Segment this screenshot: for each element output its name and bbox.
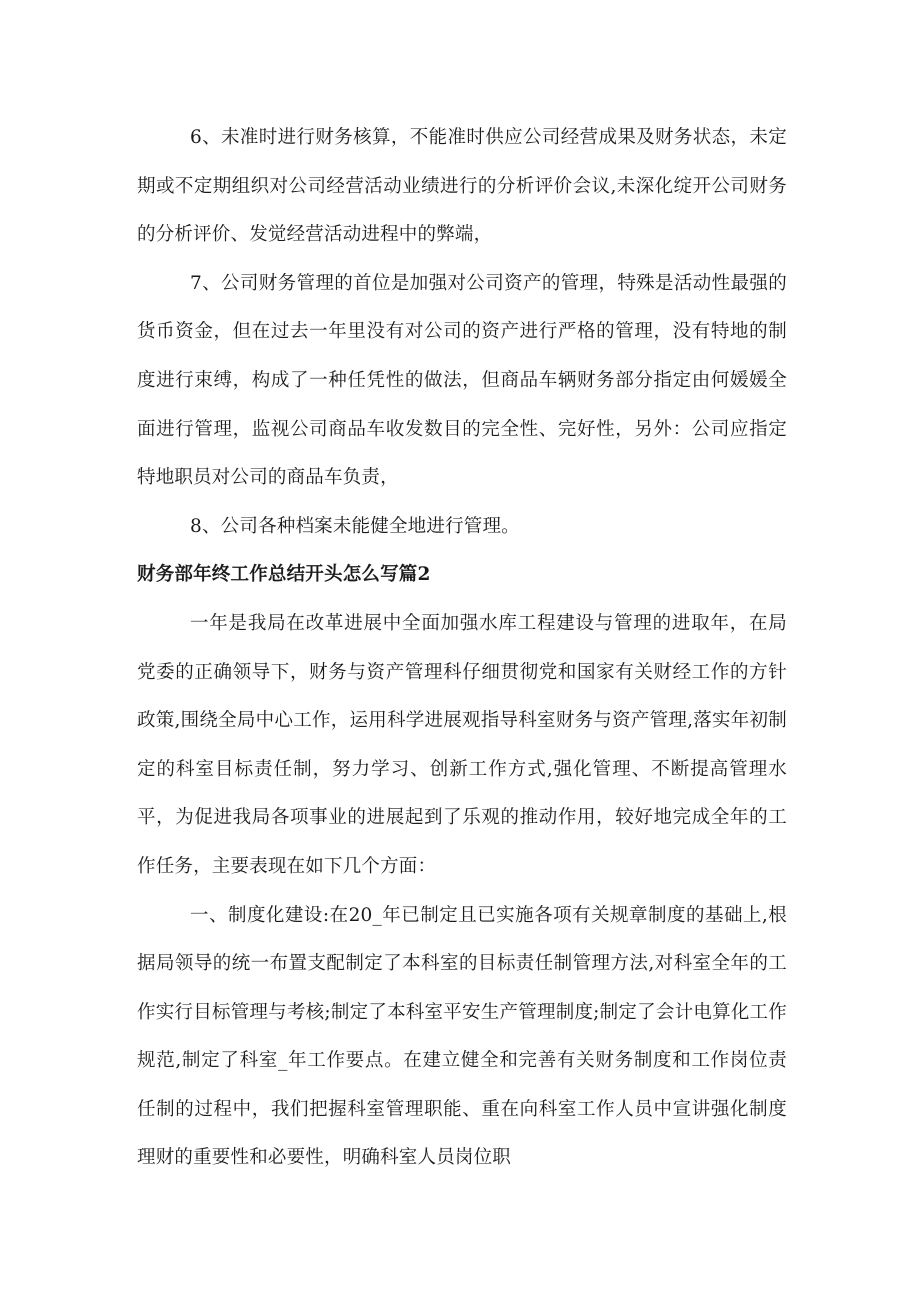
paragraph-item-8: 8、公司各种档案未能健全地进行管理。 [190, 515, 520, 537]
section-heading: 财务部年终工作总结开头怎么写篇2 [137, 564, 431, 586]
section-paragraph-intro: 一年是我局在改革进展中全面加强水库工程建设与管理的进取年，在局党委的正确领导下，财务与资产管理科仔细贯彻党和国家有关财经工作的方针政策,围绕全局中心工作，运用科学进展观指导科室财务与资产管理,落实年初制定的科室目标责任制，努力学习、创新工作方式,强化管理、不断提高管理水平，为促进我局各项事业的进展起到了乐观的推动作用，较好地完成全年的工作任务，主要表现在如下几个方面： [137, 612, 787, 877]
section-paragraph-institution: 一、制度化建设:在20_年已制定且已实施各项有关规章制度的基础上,根据局领导的统一布置支配制定了本科室的目标责任制管理方法,对科室全年的工作实行目标管理与考核;制定了本科室平安生产管理制度;制定了会计电算化工作规范,制定了科室_年工作要点。在建立健全和完善有关财务制度和工作岗位责任制的过程中，我们把握科室管理职能、重在向科室工作人员中宣讲强化制度理财的重要性和必要性，明确科室人员岗位职 [137, 904, 787, 1169]
paragraph-item-7: 7、公司财务管理的首位是加强对公司资产的管理，特殊是活动性最强的货币资金，但在过去一年里没有对公司的资产进行严格的管理，没有特地的制度进行束缚，构成了一种任凭性的做法，但商品车辆财务部分指定由何媛媛全面进行管理，监视公司商品车收发数目的完全性、完好性，另外：公司应指定特地职员对公司的商品车负责， [137, 272, 787, 489]
paragraph-item-6: 6、未准时进行财务核算，不能准时供应公司经营成果及财务状态，未定期或不定期组织对公司经营活动业绩进行的分析评价会议,未深化绽开公司财务的分析评价、发觉经营活动进程中的弊端， [137, 127, 787, 246]
document-body [137, 114, 787, 1183]
